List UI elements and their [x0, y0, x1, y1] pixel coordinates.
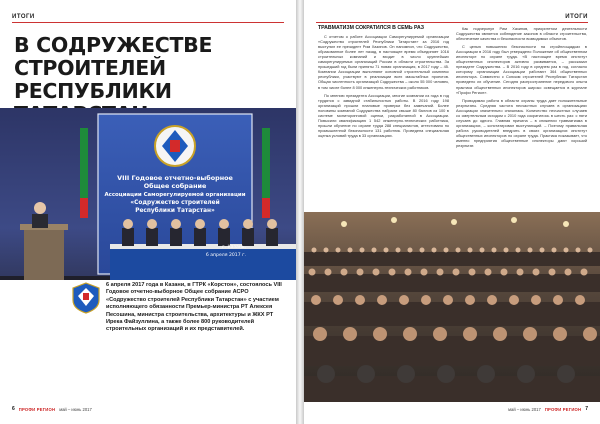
- headline-line-2: РЕСПУБЛИКИ: [14, 79, 172, 103]
- conference-photo: [0, 108, 296, 308]
- section-label: ИТОГИ: [565, 14, 588, 20]
- paragraph: По мнению президента Ассоциации, многие компании из года в год трудятся с завидной стабильностью работы. В 2016 году 198 организаций прошли плановые проверки без замечаний. Более половины компаний Содружества набрали свыше 80 баллов из 100 в системе мониторинговой оценки, разработанной в Ассоциации. Повысили квалификацию 1 542 инженерно-технических работника, прошли обучение по охране труда 288 специалистов, аттестовано по промышленной безопасности 131 работник. Проведена специальная оценка условий труда в 33 организациях.: [318, 92, 449, 138]
- text-column-1: [318, 26, 449, 141]
- association-emblem: [155, 126, 195, 166]
- issue-date: май – июнь 2017: [59, 406, 92, 412]
- page-gutter: [296, 0, 304, 424]
- section-rule: [316, 22, 588, 23]
- issue-date: май – июнь 2017: [508, 406, 541, 412]
- association-logo: [72, 282, 100, 314]
- page-number: 6: [12, 406, 15, 412]
- banner-line-4: «Содружество строителей: [130, 200, 220, 206]
- banner-line-7: 6 апреля 2017 г.: [205, 253, 246, 258]
- banner-line-1: VIII Годовое отчетно-выборное: [117, 174, 233, 182]
- right-footer: [508, 406, 588, 412]
- page-number: 7: [585, 406, 588, 412]
- section-rule: [12, 22, 284, 23]
- magazine-name: ПРОФИ РЕГИОН: [18, 406, 56, 412]
- banner-line-2: Общее собрание: [143, 182, 207, 190]
- paragraph: С целью повышения безопасности на стройплощадках в Ассоциации в 2016 году был утверждено Положение об общественном инспекторе по охране труда. «В настоящее время институт общественных инспекторов активно развивается, – рассказал президент Содружества. – В 2016 году в среднем раз в год, согласно которому организации Ассоциации работают 364 общественных инспектора. Совместно с Союзом строителей Республики Татарстан проведено их обучение. Сегодня распространение передового опыта практика общественных инспекторов широко освещается в журнале «Профи Регион».: [456, 44, 587, 95]
- paragraph: Проводимая работа в области охраны труда дает положительные результаты. Средняя частота несчастных случаев в организациях Ассоциации значительно снизилась. Количество несчастных случаев со смертельным исходом с 2010 года сократилось в шесть раз: с пяти случаев до одного. Главная причина – в снижении травматизма в организациях, – констатировал выступающий. – Поэтому правильная работа руководителей внедрить в своих организациях институт общественных инспекторов по охране труда. Практика показывает, что именно предприятия общественные инспекторы дают хороший результат.: [456, 97, 587, 149]
- headline-line-1: В СОДРУЖЕСТВЕ СТРОИТЕЛЕЙ: [14, 33, 213, 80]
- paragraph: Как подчеркнул Рим Хазипов, приоритетом деятельности Содружества является соблюдение законов в области строительства, обеспечение качества и безопасности возводимых объектов.: [456, 26, 587, 42]
- audience-photo: [304, 212, 600, 402]
- article-subhead: ТРАВМАТИЗМ СОКРАТИЛСЯ В СЕМЬ РАЗ: [318, 25, 425, 31]
- text-column-2: [456, 26, 587, 151]
- banner-line-5: Республики Татарстан»: [135, 208, 215, 214]
- right-page: [304, 0, 600, 424]
- paragraph: С отчетом о работе Ассоциации Саморегулируемой организации «Содружество строителей Республики Татарстан» за 2016 год выступил ее президент Рим Хазипов. Он напомнил, что Содружество, образованное более лет назад, в настоящее время объединяет 1016 строительных компаний и входит в число крупнейших саморегулируемых организаций России в области строительства. За прошедший год были приняты 71 новая организация, в 2017 году – 45. Компании Ассоциации выполняют основной строительный комплекс республики, участвуют в реализации всех масштабных проектов. Общая численность организаций Содружества – около 55 000 человек, в том числе более 8 000 инженерно-технических работников.: [318, 34, 449, 90]
- photo-caption: 6 апреля 2017 года в Казани, в ГТРК «Корстон», состоялось VIII Годовое отчетно-выборное Общее собрание АСРО «Содружество строителей Республики Татарстан» с участием исполняющего обязанности Премьер-министра РТ Алексея Песошина, министра строительства, архитектуры и ЖКХ РТ Ирека Файзуллина, а также более 800 руководителей строительных организаций и их представителей.: [106, 282, 282, 333]
- magazine-name: ПРОФИ РЕГИОН: [544, 406, 582, 412]
- left-page: [0, 0, 296, 424]
- section-label: ИТОГИ: [12, 14, 35, 20]
- left-footer: [12, 406, 92, 412]
- banner-line-6: г. Казань,: [222, 245, 246, 250]
- banner-line-3: Ассоциации Саморегулируемой организации: [104, 192, 246, 198]
